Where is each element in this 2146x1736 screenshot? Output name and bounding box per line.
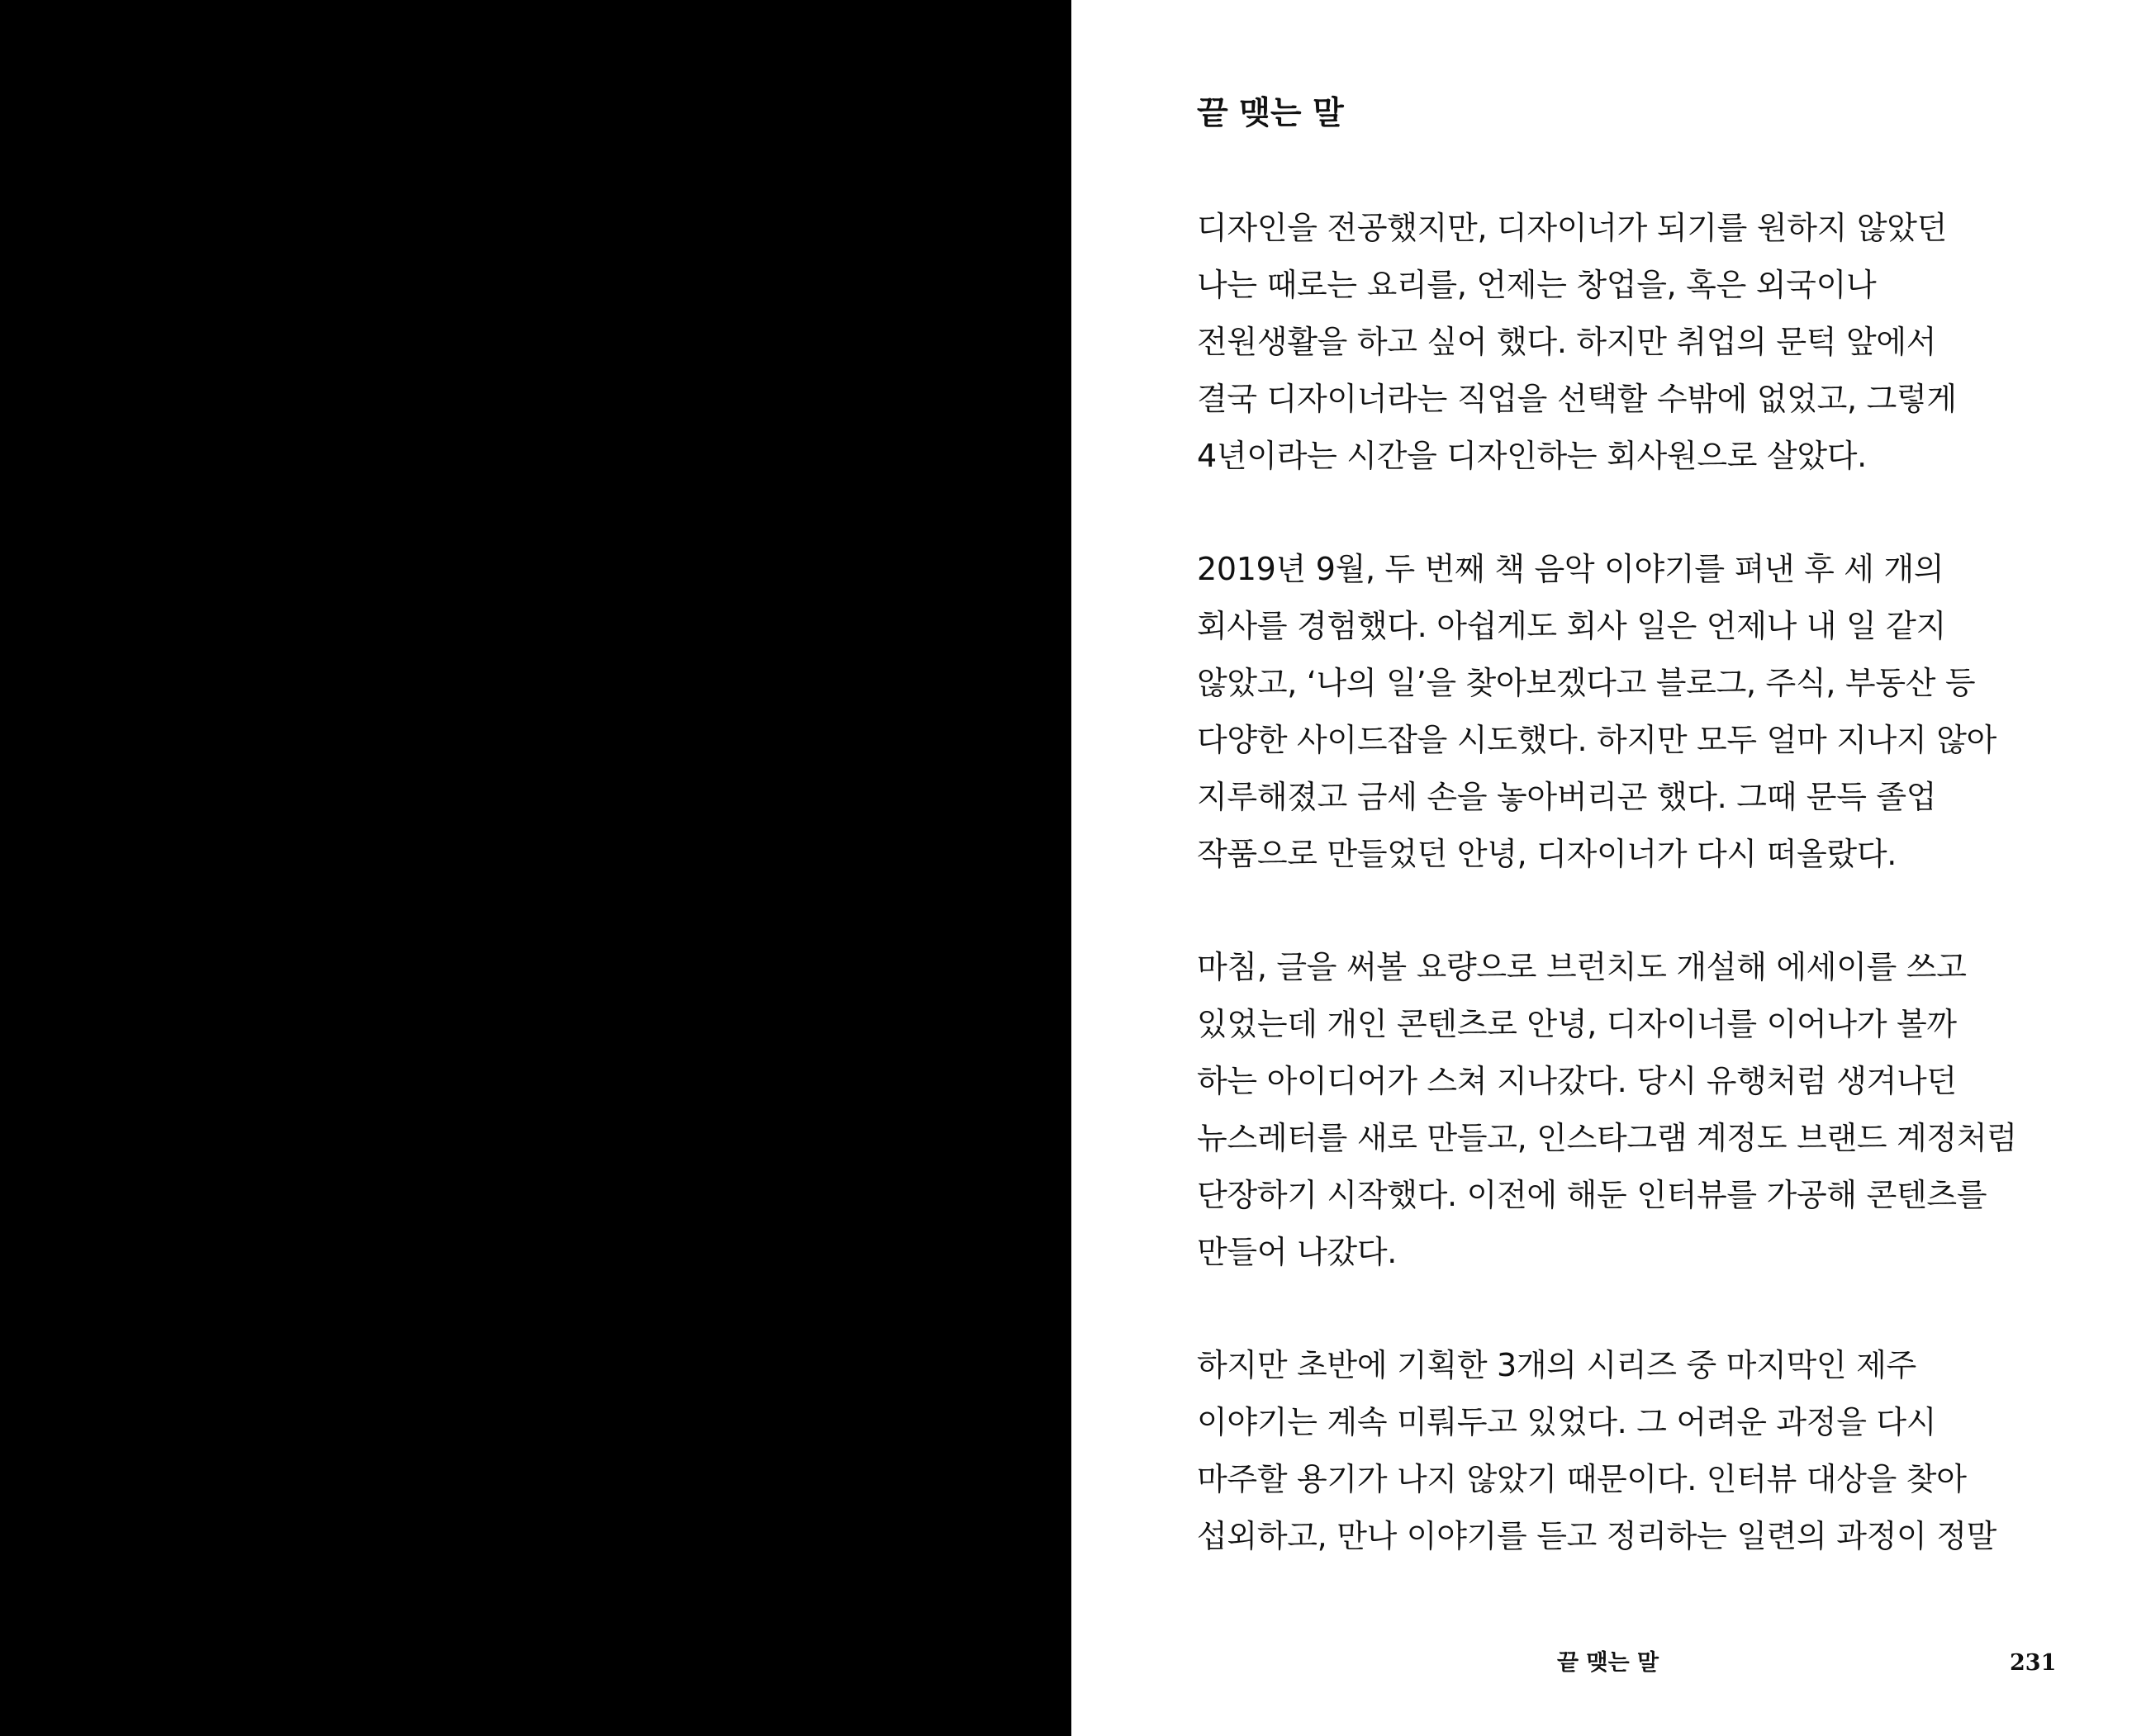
chapter-title: 끝 맺는 말 <box>1197 95 1344 132</box>
paragraph-2 <box>1197 541 2106 883</box>
body-text <box>1197 200 2106 1621</box>
text-line: 만들어 나갔다. <box>1197 1234 1398 1270</box>
text-line: 섭외하고, 만나 이야기를 듣고 정리하는 일련의 과정이 정말 <box>1197 1518 1997 1554</box>
paragraph-1 <box>1197 200 2106 485</box>
text-line: 지루해졌고 금세 손을 놓아버리곤 했다. 그때 문득 졸업 <box>1197 779 1937 815</box>
paragraph-4 <box>1197 1337 2106 1565</box>
text-line: 나는 때로는 요리를, 언제는 창업을, 혹은 외국이나 <box>1197 267 1877 303</box>
text-line: 작품으로 만들었던 안녕, 디자이너가 다시 떠올랐다. <box>1197 836 1897 872</box>
running-footer-title: 끝 맺는 말 <box>1557 1650 1659 1676</box>
text-line: 이야기는 계속 미뤄두고 있었다. 그 어려운 과정을 다시 <box>1197 1404 1937 1440</box>
text-line: 마주할 용기가 나지 않았기 때문이다. 인터뷰 대상을 찾아 <box>1197 1461 1967 1497</box>
text-line: 마침, 글을 써볼 요량으로 브런치도 개설해 에세이를 쓰고 <box>1197 949 1967 985</box>
text-line: 하지만 초반에 기획한 3개의 시리즈 중 마지막인 제주 <box>1197 1347 1916 1383</box>
text-line: 4년이라는 시간을 디자인하는 회사원으로 살았다. <box>1197 438 1867 474</box>
text-line: 단장하기 시작했다. 이전에 해둔 인터뷰를 가공해 콘텐츠를 <box>1197 1177 1987 1213</box>
text-line: 전원생활을 하고 싶어 했다. 하지만 취업의 문턱 앞에서 <box>1197 324 1937 360</box>
text-line: 디자인을 전공했지만, 디자이너가 되기를 원하지 않았던 <box>1197 210 1948 246</box>
text-line: 회사를 경험했다. 아쉽게도 회사 일은 언제나 내 일 같지 <box>1197 608 1946 644</box>
text-line: 2019년 9월, 두 번째 책 음악 이야기를 펴낸 후 세 개의 <box>1197 551 1944 587</box>
text-line: 뉴스레터를 새로 만들고, 인스타그램 계정도 브랜드 계정처럼 <box>1197 1120 2017 1156</box>
text-line: 다양한 사이드잡을 시도했다. 하지만 모두 얼마 지나지 않아 <box>1197 722 1997 758</box>
page-number: 231 <box>2010 1650 2057 1676</box>
text-line: 있었는데 개인 콘텐츠로 안녕, 디자이너를 이어나가 볼까 <box>1197 1006 1957 1042</box>
text-line: 않았고, ‘나의 일’을 찾아보겠다고 블로그, 주식, 부동산 등 <box>1197 665 1976 701</box>
left-page-black <box>0 0 1071 1736</box>
right-page <box>1071 0 2146 1736</box>
text-line: 하는 아이디어가 스쳐 지나갔다. 당시 유행처럼 생겨나던 <box>1197 1063 1957 1099</box>
paragraph-3 <box>1197 939 2106 1281</box>
text-line: 결국 디자이너라는 직업을 선택할 수밖에 없었고, 그렇게 <box>1197 381 1957 417</box>
